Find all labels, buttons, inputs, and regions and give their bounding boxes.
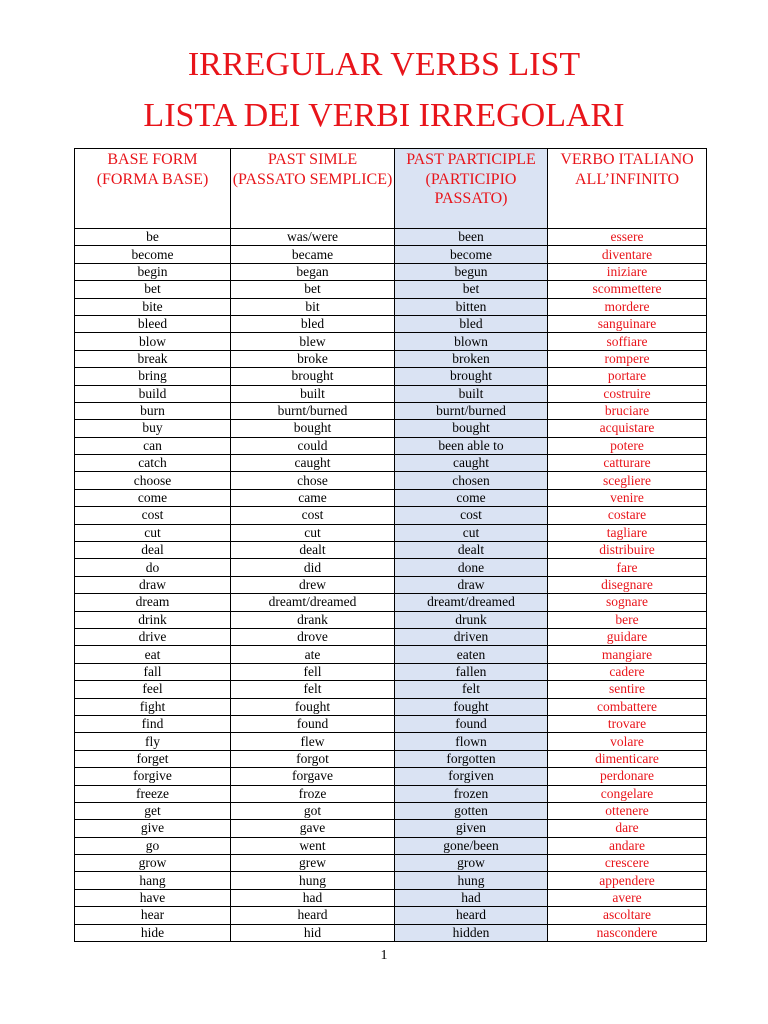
past-participle-cell: dealt: [395, 542, 548, 559]
past-simple-cell: became: [231, 246, 395, 263]
past-simple-cell: drove: [231, 628, 395, 645]
past-simple-cell: drew: [231, 576, 395, 593]
base-form-cell: bleed: [75, 315, 231, 332]
past-simple-cell: bet: [231, 281, 395, 298]
base-form-cell: grow: [75, 855, 231, 872]
table-header-row: [75, 149, 707, 229]
base-form-cell: have: [75, 889, 231, 906]
past-simple-cell: grew: [231, 855, 395, 872]
italian-verb-cell: sognare: [548, 594, 707, 611]
base-form-cell: hang: [75, 872, 231, 889]
table-row: [75, 472, 707, 489]
past-simple-cell: caught: [231, 455, 395, 472]
table-row: [75, 350, 707, 367]
table-row: [75, 385, 707, 402]
past-participle-cell: hung: [395, 872, 548, 889]
past-participle-cell: fought: [395, 698, 548, 715]
table-row: [75, 855, 707, 872]
irregular-verbs-table: [74, 148, 707, 942]
past-participle-cell: caught: [395, 455, 548, 472]
past-simple-cell: could: [231, 437, 395, 454]
header-base-form: BASE FORM (FORMA BASE): [75, 149, 231, 229]
past-participle-cell: driven: [395, 628, 548, 645]
base-form-cell: cost: [75, 507, 231, 524]
table-row: [75, 715, 707, 732]
past-simple-cell: dreamt/dreamed: [231, 594, 395, 611]
base-form-cell: dream: [75, 594, 231, 611]
italian-verb-cell: guidare: [548, 628, 707, 645]
base-form-cell: be: [75, 229, 231, 246]
past-simple-cell: bled: [231, 315, 395, 332]
past-participle-cell: given: [395, 820, 548, 837]
table-row: [75, 733, 707, 750]
past-simple-cell: went: [231, 837, 395, 854]
italian-verb-cell: essere: [548, 229, 707, 246]
table-row: [75, 785, 707, 802]
past-simple-cell: forgot: [231, 750, 395, 767]
base-form-cell: fall: [75, 663, 231, 680]
italian-verb-cell: mangiare: [548, 646, 707, 663]
base-form-cell: bring: [75, 368, 231, 385]
base-form-cell: break: [75, 350, 231, 367]
italian-verb-cell: soffiare: [548, 333, 707, 350]
italian-verb-cell: volare: [548, 733, 707, 750]
past-participle-cell: been: [395, 229, 548, 246]
table-row: [75, 889, 707, 906]
past-simple-cell: felt: [231, 681, 395, 698]
past-simple-cell: cut: [231, 524, 395, 541]
italian-verb-cell: crescere: [548, 855, 707, 872]
past-participle-cell: drunk: [395, 611, 548, 628]
header-past-participle: PAST PARTICIPLE (PARTICIPIO PASSATO): [395, 149, 548, 229]
past-participle-cell: come: [395, 489, 548, 506]
past-participle-cell: gotten: [395, 802, 548, 819]
table-row: [75, 524, 707, 541]
table-row: [75, 455, 707, 472]
base-form-cell: give: [75, 820, 231, 837]
table-row: [75, 559, 707, 576]
table-row: [75, 768, 707, 785]
italian-verb-cell: combattere: [548, 698, 707, 715]
past-simple-cell: cost: [231, 507, 395, 524]
past-simple-cell: fell: [231, 663, 395, 680]
table-row: [75, 663, 707, 680]
italian-verb-cell: costare: [548, 507, 707, 524]
title-english: IRREGULAR VERBS LIST: [187, 46, 581, 83]
italian-verb-cell: diventare: [548, 246, 707, 263]
header-past-simple: PAST SIMLE (PASSATO SEMPLICE): [231, 149, 395, 229]
base-form-cell: can: [75, 437, 231, 454]
past-simple-cell: was/were: [231, 229, 395, 246]
base-form-cell: do: [75, 559, 231, 576]
italian-verb-cell: venire: [548, 489, 707, 506]
base-form-cell: cut: [75, 524, 231, 541]
table-row: [75, 820, 707, 837]
base-form-cell: go: [75, 837, 231, 854]
past-simple-cell: dealt: [231, 542, 395, 559]
table-row: [75, 698, 707, 715]
table-row: [75, 628, 707, 645]
past-participle-cell: blown: [395, 333, 548, 350]
past-simple-cell: gave: [231, 820, 395, 837]
past-simple-cell: came: [231, 489, 395, 506]
base-form-cell: freeze: [75, 785, 231, 802]
past-simple-cell: built: [231, 385, 395, 402]
italian-verb-cell: ottenere: [548, 802, 707, 819]
table-row: [75, 402, 707, 419]
past-participle-cell: broken: [395, 350, 548, 367]
italian-verb-cell: catturare: [548, 455, 707, 472]
italian-verb-cell: costruire: [548, 385, 707, 402]
base-form-cell: get: [75, 802, 231, 819]
past-participle-cell: gone/been: [395, 837, 548, 854]
italian-verb-cell: portare: [548, 368, 707, 385]
past-participle-cell: bitten: [395, 298, 548, 315]
table-row: [75, 907, 707, 924]
past-participle-cell: dreamt/dreamed: [395, 594, 548, 611]
table-row: [75, 542, 707, 559]
past-participle-cell: had: [395, 889, 548, 906]
past-participle-cell: flown: [395, 733, 548, 750]
base-form-cell: blow: [75, 333, 231, 350]
header-italian-infinitive: VERBO ITALIANO ALL’INFINITO: [548, 149, 707, 229]
base-form-cell: forget: [75, 750, 231, 767]
base-form-cell: fly: [75, 733, 231, 750]
past-participle-cell: hidden: [395, 924, 548, 941]
italian-verb-cell: dimenticare: [548, 750, 707, 767]
base-form-cell: choose: [75, 472, 231, 489]
table-row: [75, 437, 707, 454]
base-form-cell: catch: [75, 455, 231, 472]
italian-verb-cell: nascondere: [548, 924, 707, 941]
past-simple-cell: chose: [231, 472, 395, 489]
past-participle-cell: chosen: [395, 472, 548, 489]
past-participle-cell: brought: [395, 368, 548, 385]
past-participle-cell: bled: [395, 315, 548, 332]
base-form-cell: find: [75, 715, 231, 732]
italian-verb-cell: appendere: [548, 872, 707, 889]
italian-verb-cell: sentire: [548, 681, 707, 698]
italian-verb-cell: andare: [548, 837, 707, 854]
table-row: [75, 924, 707, 941]
base-form-cell: draw: [75, 576, 231, 593]
past-simple-cell: brought: [231, 368, 395, 385]
past-simple-cell: blew: [231, 333, 395, 350]
past-simple-cell: heard: [231, 907, 395, 924]
table-row: [75, 872, 707, 889]
past-simple-cell: flew: [231, 733, 395, 750]
past-participle-cell: built: [395, 385, 548, 402]
base-form-cell: drive: [75, 628, 231, 645]
table-row: [75, 298, 707, 315]
past-simple-cell: got: [231, 802, 395, 819]
base-form-cell: come: [75, 489, 231, 506]
past-participle-cell: become: [395, 246, 548, 263]
past-simple-cell: ate: [231, 646, 395, 663]
past-participle-cell: frozen: [395, 785, 548, 802]
italian-verb-cell: iniziare: [548, 263, 707, 280]
past-participle-cell: cut: [395, 524, 548, 541]
past-participle-cell: eaten: [395, 646, 548, 663]
table-row: [75, 507, 707, 524]
past-participle-cell: forgotten: [395, 750, 548, 767]
italian-verb-cell: bere: [548, 611, 707, 628]
past-participle-cell: cost: [395, 507, 548, 524]
past-participle-cell: grow: [395, 855, 548, 872]
base-form-cell: hide: [75, 924, 231, 941]
italian-verb-cell: bruciare: [548, 402, 707, 419]
table-row: [75, 368, 707, 385]
base-form-cell: buy: [75, 420, 231, 437]
italian-verb-cell: acquistare: [548, 420, 707, 437]
past-participle-cell: been able to: [395, 437, 548, 454]
past-participle-cell: draw: [395, 576, 548, 593]
italian-verb-cell: ascoltare: [548, 907, 707, 924]
past-participle-cell: found: [395, 715, 548, 732]
past-simple-cell: fought: [231, 698, 395, 715]
table-row: [75, 281, 707, 298]
italian-verb-cell: potere: [548, 437, 707, 454]
past-participle-cell: felt: [395, 681, 548, 698]
base-form-cell: burn: [75, 402, 231, 419]
past-simple-cell: bit: [231, 298, 395, 315]
past-participle-cell: done: [395, 559, 548, 576]
table-row: [75, 246, 707, 263]
italian-verb-cell: rompere: [548, 350, 707, 367]
table-row: [75, 420, 707, 437]
italian-verb-cell: trovare: [548, 715, 707, 732]
base-form-cell: bite: [75, 298, 231, 315]
base-form-cell: drink: [75, 611, 231, 628]
past-simple-cell: hung: [231, 872, 395, 889]
base-form-cell: fight: [75, 698, 231, 715]
table-row: [75, 646, 707, 663]
table-row: [75, 229, 707, 246]
table-row: [75, 576, 707, 593]
italian-verb-cell: distribuire: [548, 542, 707, 559]
past-simple-cell: broke: [231, 350, 395, 367]
past-simple-cell: forgave: [231, 768, 395, 785]
italian-verb-cell: perdonare: [548, 768, 707, 785]
table-row: [75, 333, 707, 350]
italian-verb-cell: fare: [548, 559, 707, 576]
italian-verb-cell: cadere: [548, 663, 707, 680]
italian-verb-cell: disegnare: [548, 576, 707, 593]
past-simple-cell: drank: [231, 611, 395, 628]
base-form-cell: become: [75, 246, 231, 263]
table-row: [75, 315, 707, 332]
table-row: [75, 263, 707, 280]
table-row: [75, 594, 707, 611]
past-simple-cell: bought: [231, 420, 395, 437]
past-participle-cell: begun: [395, 263, 548, 280]
italian-verb-cell: scommettere: [548, 281, 707, 298]
table-row: [75, 802, 707, 819]
base-form-cell: eat: [75, 646, 231, 663]
past-simple-cell: found: [231, 715, 395, 732]
past-simple-cell: hid: [231, 924, 395, 941]
italian-verb-cell: mordere: [548, 298, 707, 315]
title-italian: LISTA DEI VERBI IRREGOLARI: [143, 97, 625, 134]
past-simple-cell: did: [231, 559, 395, 576]
base-form-cell: bet: [75, 281, 231, 298]
base-form-cell: feel: [75, 681, 231, 698]
past-simple-cell: froze: [231, 785, 395, 802]
past-participle-cell: heard: [395, 907, 548, 924]
base-form-cell: build: [75, 385, 231, 402]
table-row: [75, 837, 707, 854]
table-body: [75, 229, 707, 942]
past-participle-cell: burnt/burned: [395, 402, 548, 419]
table-row: [75, 681, 707, 698]
italian-verb-cell: avere: [548, 889, 707, 906]
past-participle-cell: fallen: [395, 663, 548, 680]
base-form-cell: begin: [75, 263, 231, 280]
past-participle-cell: bought: [395, 420, 548, 437]
past-simple-cell: began: [231, 263, 395, 280]
table-row: [75, 611, 707, 628]
base-form-cell: forgive: [75, 768, 231, 785]
italian-verb-cell: congelare: [548, 785, 707, 802]
past-participle-cell: forgiven: [395, 768, 548, 785]
past-participle-cell: bet: [395, 281, 548, 298]
italian-verb-cell: dare: [548, 820, 707, 837]
italian-verb-cell: scegliere: [548, 472, 707, 489]
table-row: [75, 489, 707, 506]
italian-verb-cell: tagliare: [548, 524, 707, 541]
base-form-cell: deal: [75, 542, 231, 559]
page-number: 1: [380, 948, 388, 963]
table-row: [75, 750, 707, 767]
italian-verb-cell: sanguinare: [548, 315, 707, 332]
base-form-cell: hear: [75, 907, 231, 924]
past-simple-cell: burnt/burned: [231, 402, 395, 419]
past-simple-cell: had: [231, 889, 395, 906]
